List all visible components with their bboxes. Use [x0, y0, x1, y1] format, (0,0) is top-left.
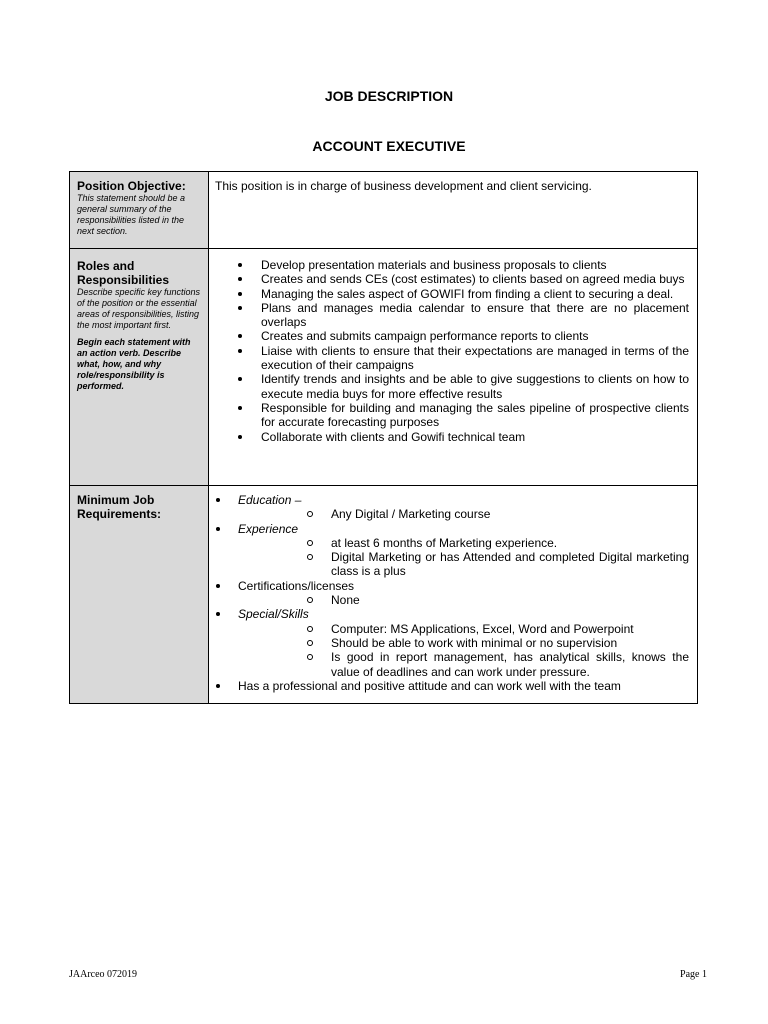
- list-item: Digital Marketing or has Attended and completed Digital marketing class is a plus: [238, 550, 689, 579]
- requirements-row: [70, 486, 698, 704]
- skills-label: Special/Skills: [238, 607, 309, 622]
- list-item: at least 6 months of Marketing experience.: [238, 536, 689, 550]
- objective-label-cell: [70, 172, 209, 249]
- requirements-label-cell: [70, 486, 209, 704]
- list-item: Has a professional and positive attitude and can work well with the team: [215, 679, 689, 693]
- list-item: Identify trends and insights and be able to give suggestions to clients on how to execute media buys for more effective results: [215, 372, 689, 401]
- list-item: [215, 607, 689, 678]
- list-item: Managing the sales aspect of GOWIFI from finding a client to securing a deal.: [215, 287, 689, 301]
- document-title: JOB DESCRIPTION: [324, 88, 454, 104]
- list-item: [215, 579, 689, 608]
- skills-list: [238, 622, 689, 679]
- certifications-label: Certifications/licenses: [238, 578, 355, 593]
- list-item: Responsible for building and managing the sales pipeline of prospective clients for accurate forecasting purposes: [215, 401, 689, 430]
- roles-list: [215, 258, 689, 444]
- list-item: Any Digital / Marketing course: [238, 507, 689, 521]
- objective-note: This statement should be a general summary of the responsibilities listed in the next section.: [77, 193, 186, 236]
- education-list: [238, 507, 689, 521]
- list-item: Collaborate with clients and Gowifi technical team: [215, 430, 689, 444]
- roles-note: Describe specific key functions of the position or the essential areas of responsibilities, listing the most important first.: [77, 287, 201, 330]
- experience-list: [238, 536, 689, 579]
- list-item: Is good in report management, has analytical skills, knows the value of deadlines and can work under pressure.: [238, 650, 689, 679]
- list-item: Creates and submits campaign performance reports to clients: [215, 329, 689, 343]
- roles-row: [70, 249, 698, 486]
- objective-row: [70, 172, 698, 249]
- objective-label: Position Objective:: [77, 179, 186, 193]
- list-item: Creates and sends CEs (cost estimates) to clients based on agreed media buys: [215, 272, 689, 286]
- footer-left: JAArceo 072019: [69, 969, 138, 980]
- list-item: Plans and manages media calendar to ensure that there are no placement overlaps: [215, 301, 689, 330]
- education-label: Education –: [238, 493, 302, 507]
- list-item: [215, 493, 689, 522]
- list-item: Computer: MS Applications, Excel, Word and Powerpoint: [238, 622, 689, 636]
- list-item: Liaise with clients to ensure that their expectations are managed in terms of the execution of their campaigns: [215, 344, 689, 373]
- requirements-list: [215, 493, 689, 693]
- objective-value-cell: [209, 172, 698, 249]
- list-item: Should be able to work with minimal or no supervision: [238, 636, 689, 650]
- experience-label: Experience: [238, 521, 299, 536]
- requirements-label: Minimum Job Requirements:: [77, 493, 162, 521]
- objective-text: This position is in charge of business development and client servicing.: [215, 179, 592, 193]
- list-item: Develop presentation materials and business proposals to clients: [215, 258, 689, 272]
- list-item: None: [238, 593, 689, 607]
- page-number: Page 1: [680, 969, 707, 980]
- certifications-list: [238, 593, 689, 607]
- list-item: [215, 522, 689, 579]
- roles-label: Roles and Responsibilities: [77, 259, 170, 287]
- roles-label-cell: [70, 249, 209, 486]
- position-title: ACCOUNT EXECUTIVE: [312, 138, 466, 154]
- roles-value-cell: [209, 249, 698, 486]
- requirements-value-cell: [209, 486, 698, 704]
- roles-note-bold: Begin each statement with an action verb. Describe what, how, and why role/responsibility is performed.: [77, 337, 191, 391]
- job-description-table: [69, 171, 698, 704]
